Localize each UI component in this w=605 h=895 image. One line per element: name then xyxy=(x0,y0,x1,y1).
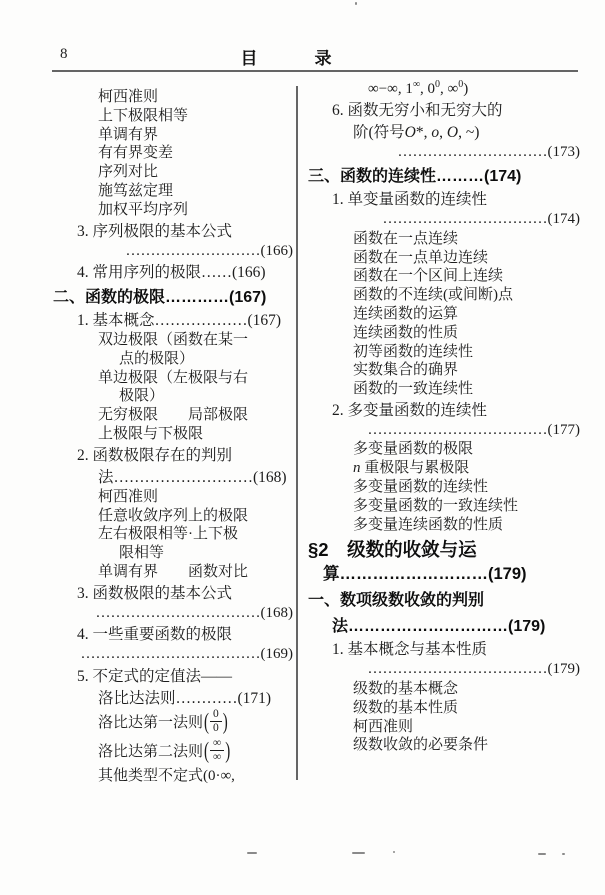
toc-line: 6. 函数无穷小和无穷大的 xyxy=(332,101,503,119)
toc-line: ∞−∞, 1∞, $0^0$, ∞$^0$) xyxy=(368,79,469,97)
toc-line: 3. 函数极限的基本公式 xyxy=(77,584,233,602)
scan-noise xyxy=(355,2,357,5)
toc-line: 多变量连续函数的性质 xyxy=(353,516,504,533)
toc-line: 限相等 xyxy=(119,545,165,562)
toc-line: 单边极限（左极限与右 xyxy=(98,369,249,386)
toc-column-left xyxy=(53,84,293,786)
toc-line: 1. 基本概念………………(167) xyxy=(77,312,282,330)
toc-line: ………………………………(169) xyxy=(80,646,293,663)
page-title: 目 录 xyxy=(240,49,352,68)
toc-line: 二、函数的极限…………(167) xyxy=(53,289,267,307)
toc-line: 上极限与下极限 xyxy=(98,426,204,443)
scan-noise xyxy=(247,852,257,854)
scan-noise xyxy=(352,852,365,854)
column-divider xyxy=(296,86,298,780)
toc-line: 洛比达第二法则( $\frac{\infty}{\infty}$ ) xyxy=(98,736,231,765)
toc-line: 点的极限） xyxy=(119,350,195,367)
toc-line: 洛比达法则…………(171) xyxy=(98,689,272,707)
toc-line: 多变量函数的一致连续性 xyxy=(353,497,519,514)
toc-line: 极限） xyxy=(119,388,165,405)
toc-line: 函数的一致连续性 xyxy=(353,381,474,398)
toc-line: 3. 序列极限的基本公式 xyxy=(77,222,233,240)
toc-line: 法………………………(168) xyxy=(98,468,287,486)
scan-noise xyxy=(393,851,395,853)
toc-line: ………………………(166) xyxy=(125,242,293,259)
toc-line: ……………………………(174) xyxy=(382,211,580,228)
header-rule xyxy=(52,70,578,72)
scan-noise xyxy=(562,853,565,855)
toc-line: 实数集合的确界 xyxy=(353,362,459,379)
toc-line: 阶(符号O*, o, O, ~) xyxy=(353,123,480,141)
toc-line: 2. 多变量函数的连续性 xyxy=(332,401,488,419)
toc-line: 柯西准则 xyxy=(98,488,159,505)
toc-line: 柯西准则 xyxy=(353,718,414,735)
toc-line: 函数在一个区间上连续 xyxy=(353,268,504,285)
toc-line: …………………………(173) xyxy=(397,143,580,160)
toc-line: 4. 一些重要函数的极限 xyxy=(77,626,233,644)
toc-line: 法…………………………(179) xyxy=(332,618,546,636)
toc-line: n 重极限与累极限 xyxy=(353,460,470,477)
toc-line: 5. 不定式的定值法—— xyxy=(77,667,233,685)
toc-line: 4. 常用序列的极限……(166) xyxy=(77,264,266,282)
toc-line: 一、数项级数收敛的判别 xyxy=(308,592,485,610)
toc-line: 函数在一点连续 xyxy=(353,230,459,247)
toc-line: 三、函数的连续性………(174) xyxy=(308,168,522,186)
toc-line: 洛比达第一法则( $\frac{0}{0}$ ) xyxy=(98,707,228,736)
toc-line: ……………………………(168) xyxy=(95,604,293,621)
toc-line: 连续函数的性质 xyxy=(353,324,459,341)
toc-line: 无穷极限 局部极限 xyxy=(98,407,249,424)
page-number: 8 xyxy=(60,46,68,62)
toc-line: 有有界变差 xyxy=(98,145,174,162)
toc-line: 双边极限（函数在某一 xyxy=(98,332,249,349)
toc-line: 函数在一点单边连续 xyxy=(353,249,489,266)
toc-line: §2 级数的收敛与运 xyxy=(308,539,477,561)
toc-line: 1. 单变量函数的连续性 xyxy=(332,191,488,209)
toc-line: 1. 基本概念与基本性质 xyxy=(332,641,488,659)
toc-line: 序列对比 xyxy=(98,164,159,181)
toc-line: 任意收敛序列上的极限 xyxy=(98,507,249,524)
toc-line: 其他类型不定式(0·∞, xyxy=(98,767,235,784)
toc-line: 柯西准则 xyxy=(98,89,159,105)
toc-line: 算………………………(179) xyxy=(323,565,527,584)
toc-line: 级数的基本概念 xyxy=(353,680,459,697)
toc-line: 单调有界 xyxy=(98,126,159,143)
toc-line: 加权平均序列 xyxy=(98,201,189,218)
toc-line: 施笃兹定理 xyxy=(98,182,174,199)
toc-line: ………………………………(179) xyxy=(367,661,580,678)
toc-line: 多变量函数的连续性 xyxy=(353,479,489,496)
toc-line: 上下极限相等 xyxy=(98,107,189,124)
toc-line: 左右极限相等·上下极 xyxy=(98,526,238,543)
toc-line: 2. 函数极限存在的判别 xyxy=(77,446,233,464)
toc-line: 级数收敛的必要条件 xyxy=(353,737,489,754)
toc-line: ………………………………(177) xyxy=(367,421,580,438)
toc-line: 级数的基本性质 xyxy=(353,699,459,716)
scan-noise xyxy=(538,853,546,855)
toc-line: 多变量函数的极限 xyxy=(353,441,474,458)
toc-line: 初等函数的连续性 xyxy=(353,343,474,360)
toc-line: 连续函数的运算 xyxy=(353,305,459,322)
toc-line: 单调有界 函数对比 xyxy=(98,564,249,581)
toc-line: 函数的不连续(或间断)点 xyxy=(353,287,513,304)
toc-column-right xyxy=(308,80,580,755)
